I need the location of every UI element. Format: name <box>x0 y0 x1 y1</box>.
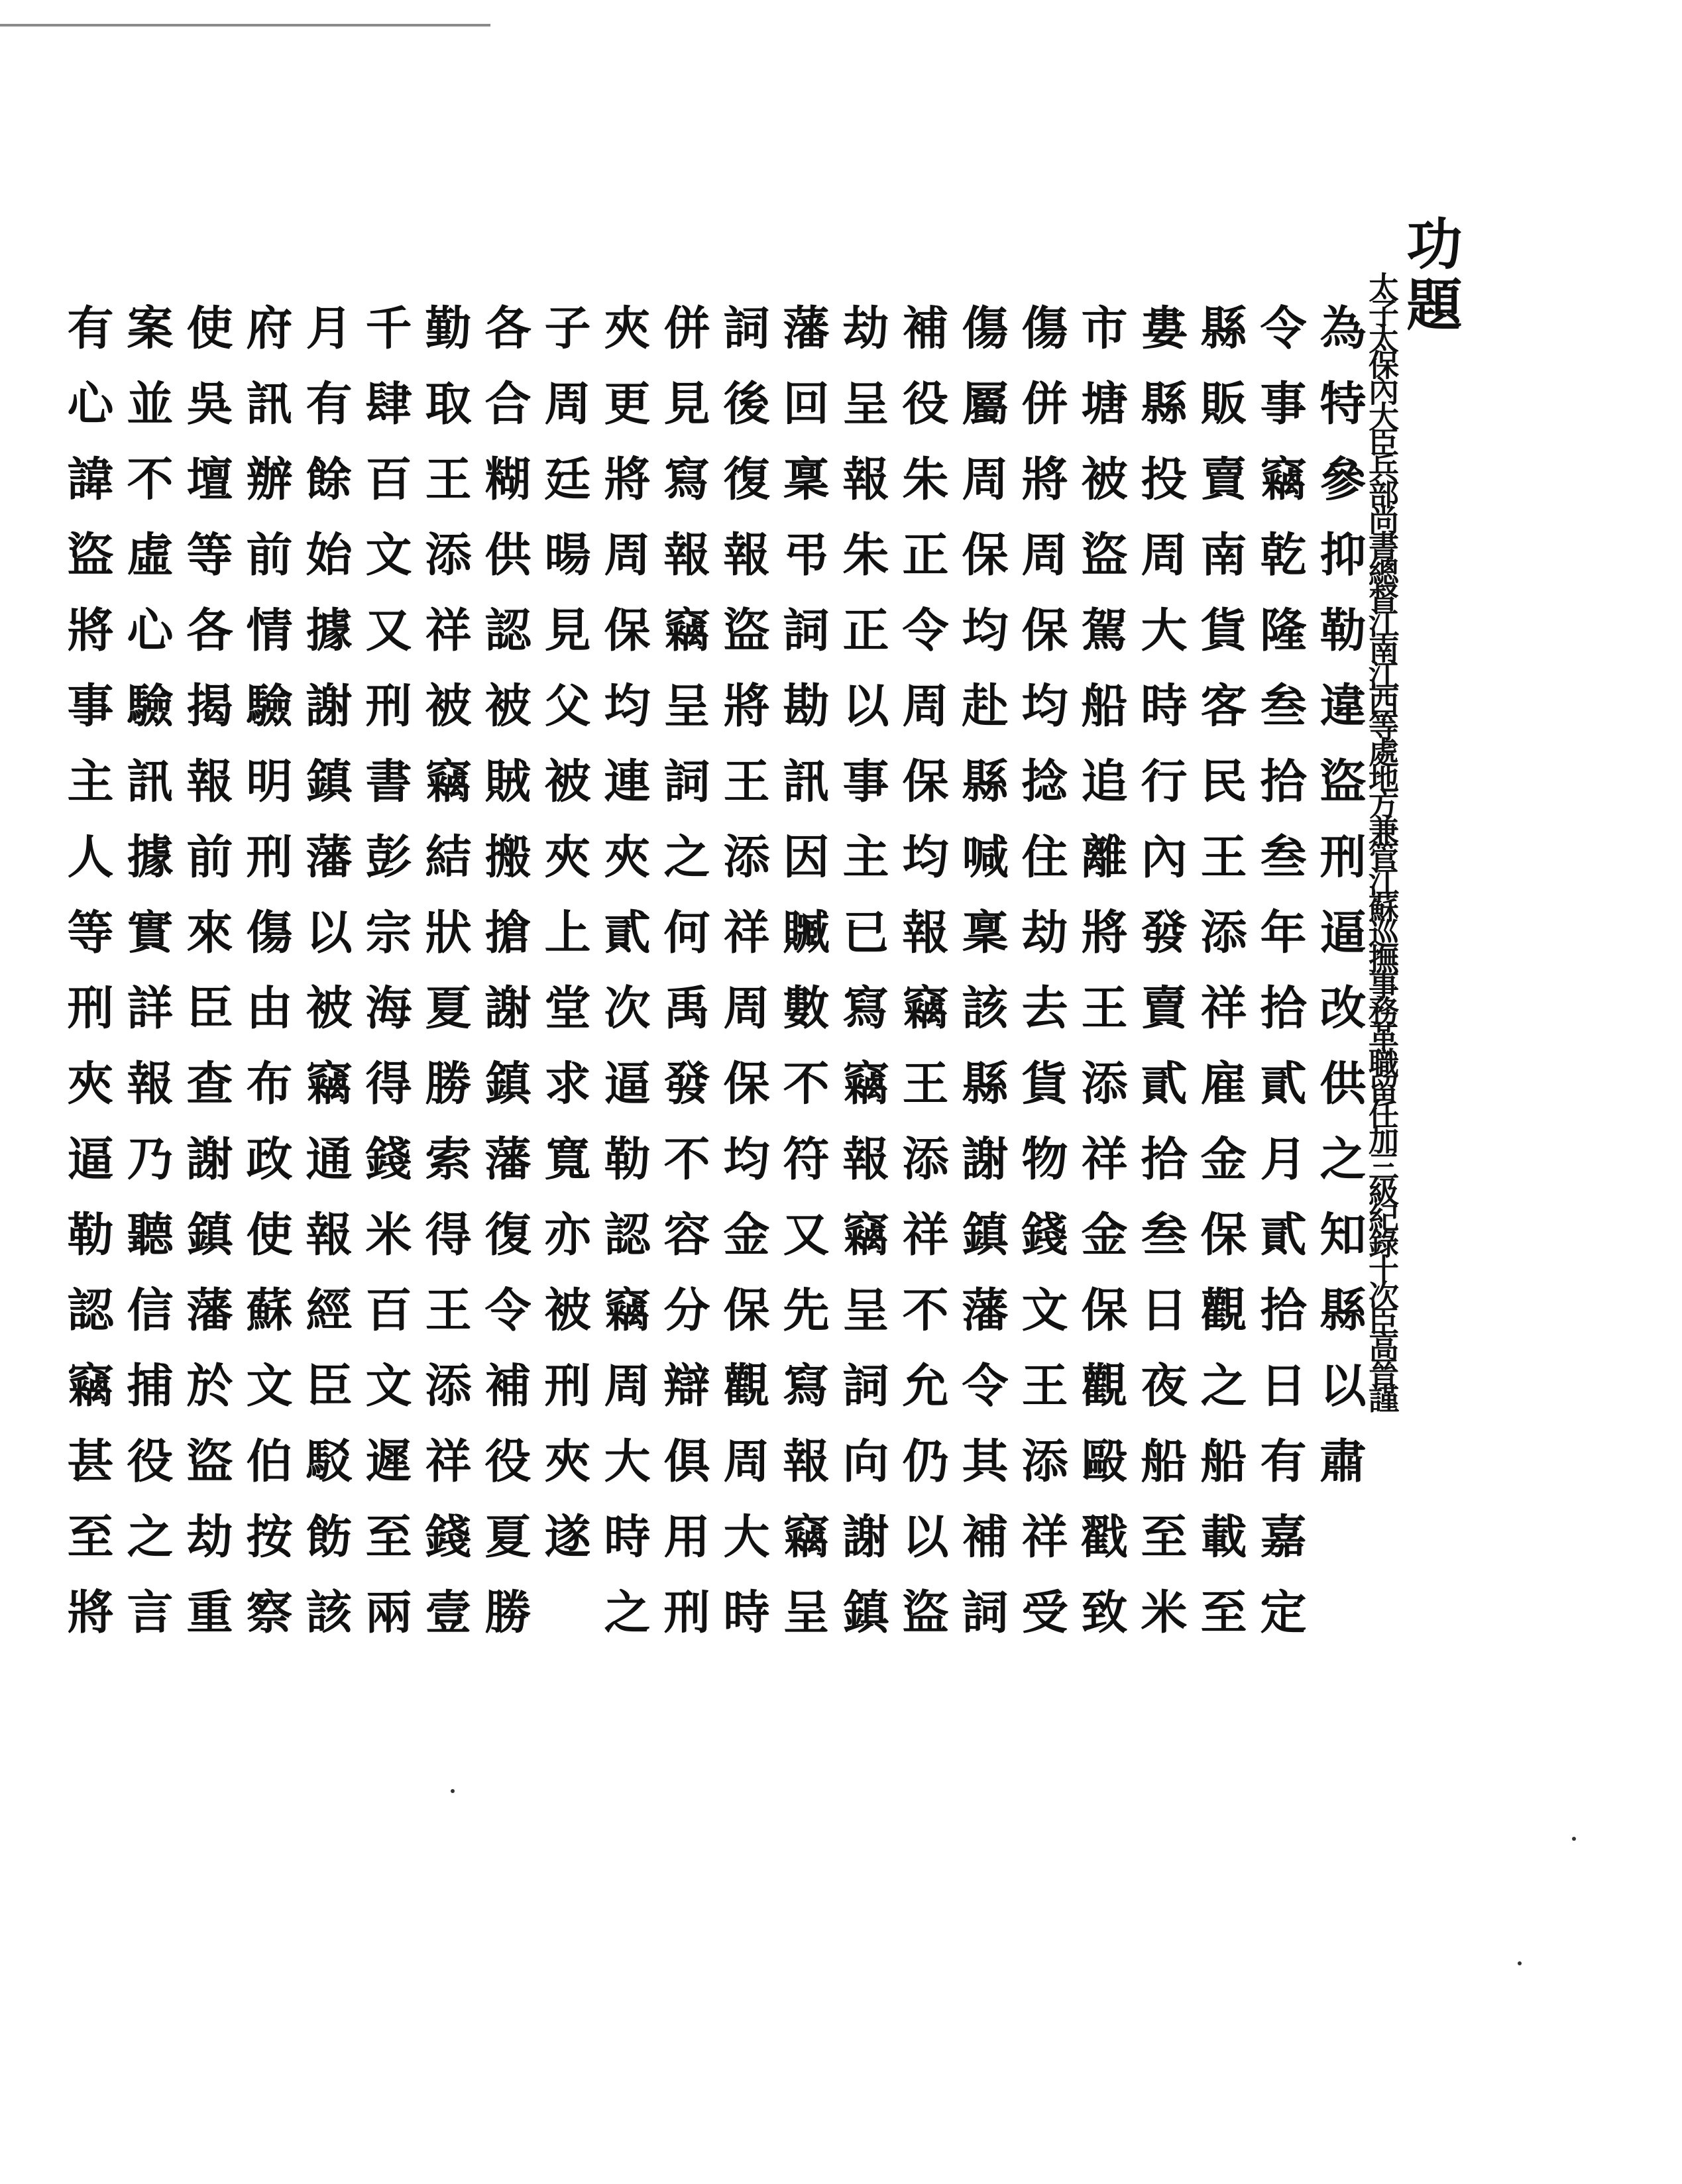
scan-top-rule <box>0 24 490 27</box>
scan-speck <box>1572 1837 1576 1841</box>
text-column: 有心諱盜將事主人等刑夾逼勒認竊甚至將 <box>60 303 115 1663</box>
memorial-page <box>60 199 1463 1696</box>
text-column: 子周廷暘見父被夾上堂求寬亦被刑夾遂 <box>537 303 592 1588</box>
text-column: 千肆百文又刑書彭宗海得錢米百文遲至兩 <box>358 303 413 1663</box>
text-column: 傷屬周保均赴縣喊稟該縣謝鎮藩令其補詞 <box>954 303 1009 1663</box>
text-column: 婁縣投周大時行內發賣貳拾叁日夜船至米 <box>1133 303 1188 1663</box>
text-column: 併見寫報竊呈詞之何禹發不容分辯俱用刑 <box>656 303 711 1663</box>
text-column: 府訊辦前情驗明刑傷由布政使蘇文伯按察 <box>239 303 294 1663</box>
text-column: 各合糊供認被賊搬搶謝鎮藩復令補役夏勝 <box>477 303 532 1663</box>
text-column: 令事竊乾隆叁拾叁年拾貳月貳拾日有嘉定 <box>1253 303 1308 1663</box>
text-column: 縣販賣南貨客民王添祥雇金保觀之船載至 <box>1193 303 1248 1663</box>
text-column: 案並不虛心驗訊據實詳報乃聽信捕役之言 <box>119 303 174 1663</box>
scan-speck <box>1518 1961 1522 1965</box>
text-column: 使吳壇等各揭報前來臣查謝鎮藩於盜劫重 <box>179 303 234 1663</box>
text-column: 詞後復報盜將王添祥周保均金保觀周大時 <box>716 303 771 1663</box>
text-column: 為特參抑勒違盜刑逼改供之知縣以肅 <box>1312 303 1367 1512</box>
official-title-line: 太子太保內大臣兵部尚書總督江南江西等處地方兼管江蘇巡撫事務革職留任加三級紀錄十次臣高晉謹 <box>1364 272 1400 1409</box>
text-column: 市塘被盜駕船追離將王添祥金保觀毆戳致 <box>1074 303 1129 1663</box>
text-column: 劫呈報朱正以事主已寫竊報竊呈詞向謝鎮 <box>835 303 890 1663</box>
text-column: 勤取王添祥被竊結狀夏勝索得王添祥錢壹 <box>418 303 473 1663</box>
text-column: 傷併將周保均捻住劫去貨物錢文王添祥受 <box>1014 303 1069 1663</box>
text-column: 藩回稟弔詞勘訊因贓數不符又先寫報竊呈 <box>775 303 830 1663</box>
scan-speck <box>451 1789 455 1793</box>
text-column: 補役朱正令周保均報竊王添祥不允仍以盜 <box>895 303 950 1663</box>
page-heading: 功題 <box>1398 215 1463 337</box>
text-column: 夾更將周保均連夾貳次逼勒認竊周大時之 <box>596 303 651 1663</box>
text-column: 月有餘始據謝鎮藩以被竊通報經臣駁飭該 <box>298 303 353 1663</box>
memorial-body <box>50 303 1367 1721</box>
